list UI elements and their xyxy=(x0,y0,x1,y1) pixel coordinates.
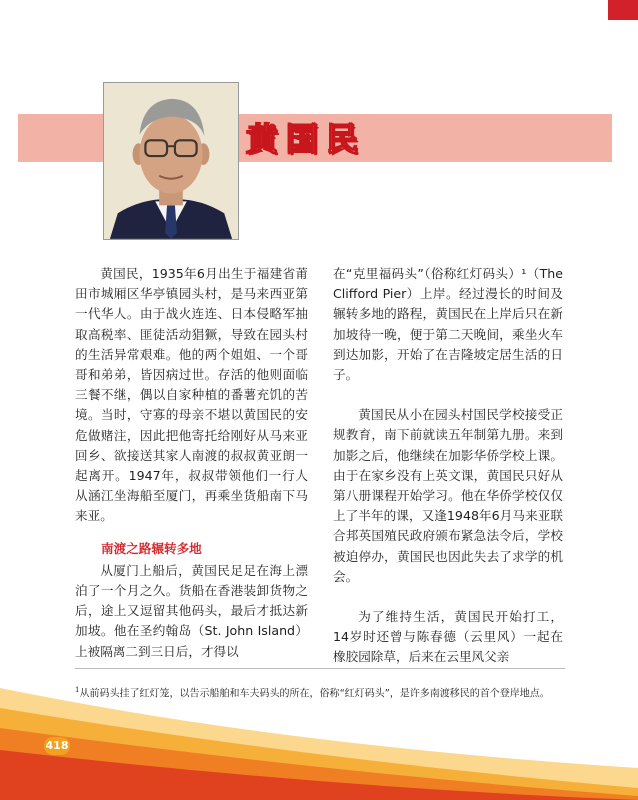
intro-paragraph: 黄国民，1935年6月出生于福建省莆田市城厢区华亭镇园头村，是马来西亚第一代华人。由于战火连连、日本侵略军抽取高税率、匪徒活动猖獗，导致在园头村的生活异常艰难。他的两个姐姐、一个哥哥和弟弟，皆因病过世。存活的他则面临三餐不继，偶以自家种植的番薯充饥的苦境。当时，守寡的母亲不堪以黄国民的安危做赌注，因此把他寄托给刚好从马来亚回乡、欲接送其家人南渡的叔叔黄亚朗一起离开。1947年，叔叔带领他们一行人从涵江坐海船至厦门，再乘坐货船南下马来亚。 xyxy=(75,266,308,524)
education-paragraph: 黄国民从小在园头村国民学校接受正规教育，南下前就读五年制第九册。来到加影之后，他继续在加影华侨学校上课。由于在家乡没有上英文课，黄国民只好从第八册课程开始学习。他在华侨学校仅仅上了半年的课，又逢1948年6月马来亚联合邦英国殖民政府颁布紧急法令后，学校被迫停办，黄国民也因此失去了求学的机会。 xyxy=(333,407,563,584)
right-column xyxy=(333,264,563,668)
page-title: 黄国民 xyxy=(246,120,367,158)
work-paragraph: 为了维持生活，黄国民开始打工，14岁时还曾与陈春德（云里风）一起在橡胶园除草，后来在云里风父亲 xyxy=(333,609,563,665)
footnote-marker: 1 xyxy=(75,686,80,694)
page-number: 418 xyxy=(44,737,70,755)
arrival-paragraph: 在“克里福码头”（俗称红灯码头）¹（The Clifford Pier）上岸。经过漫长的时间及辗转多地的路程，黄国民在上岸后只在新加坡待一晚，便于第二天晚间，乘坐火车到达加影，开始了在吉隆坡定居生活的日子。 xyxy=(333,266,563,383)
corner-tab xyxy=(608,0,638,20)
left-column xyxy=(75,264,308,662)
portrait-photo xyxy=(103,82,239,240)
section-paragraph: 从厦门上船后，黄国民足足在海上漂泊了一个月之久。货船在香港装卸货物之后，途上又逗留其他码头，最后才抵达新加坡。他在圣约翰岛（St. John Island）上被隔离二到三日后，才得以 xyxy=(75,562,308,659)
portrait-illustration xyxy=(104,83,238,239)
footnote-text: 从前码头挂了红灯笼，以告示船舶和车夫码头的所在，俗称“红灯码头”，是许多南渡移民的首个登岸地点。 xyxy=(79,688,550,700)
decorative-swoosh xyxy=(0,640,638,800)
section-heading: 南渡之路辗转多地 xyxy=(101,540,202,556)
